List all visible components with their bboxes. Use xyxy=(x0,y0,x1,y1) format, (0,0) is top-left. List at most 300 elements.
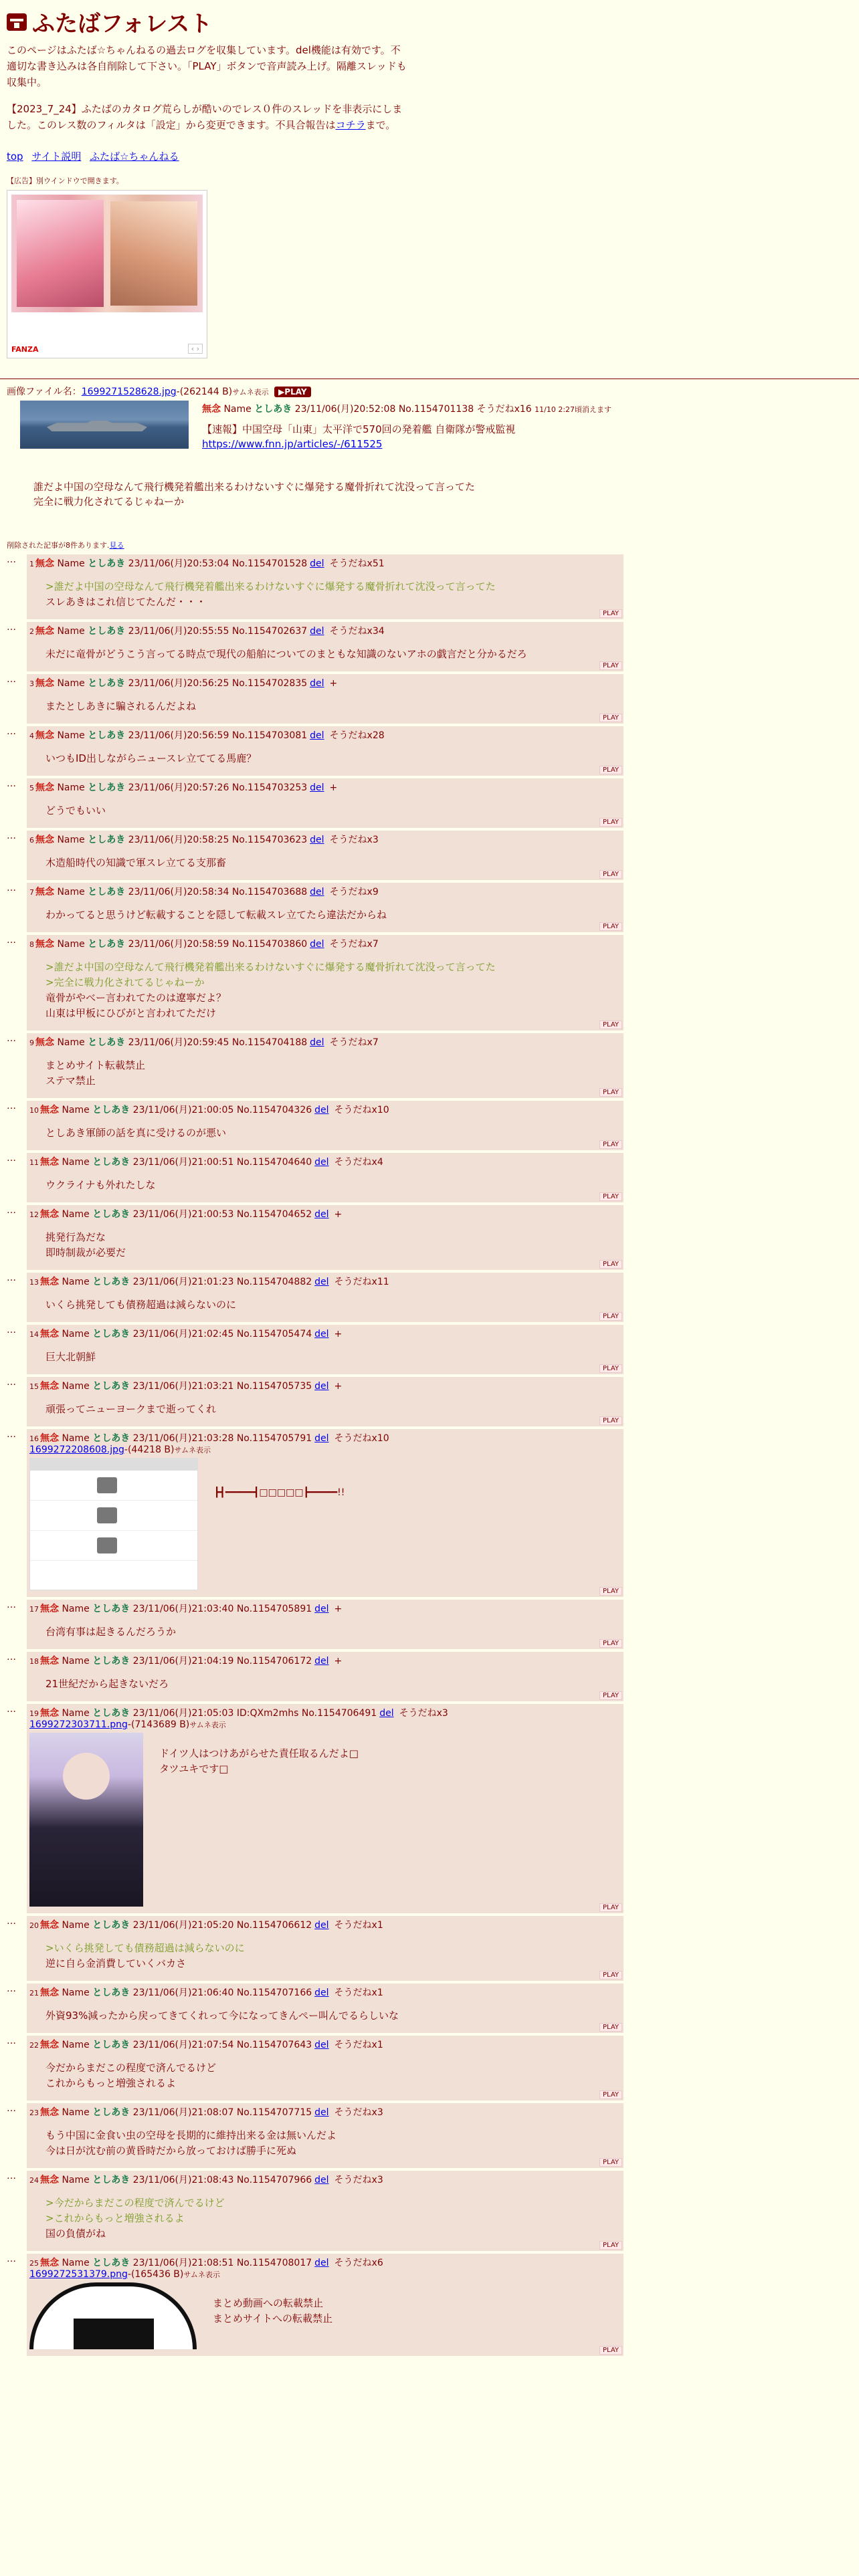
reply-number: No.1154705891 xyxy=(236,1604,312,1614)
soudane-button[interactable]: そうだねx6 xyxy=(334,2258,383,2268)
reply-text xyxy=(45,1058,619,1089)
reply-text xyxy=(45,1624,619,1640)
reply-body xyxy=(27,1377,624,1426)
reply-datetime: 23/11/06(月)20:55:55 xyxy=(128,626,229,637)
op-soudane[interactable]: そうだねx16 xyxy=(476,404,532,415)
del-button[interactable]: del xyxy=(314,1329,329,1339)
reply-play-button[interactable]: PLAY xyxy=(599,2241,622,2250)
reply-subject: 無念 xyxy=(40,1209,59,1220)
reply-row xyxy=(0,726,859,776)
soudane-button[interactable]: そうだねx3 xyxy=(334,2175,383,2185)
reply-number: No.1154704652 xyxy=(236,1209,312,1220)
reply-number: No.1154704882 xyxy=(236,1277,312,1287)
reply-dots: … xyxy=(7,1704,16,1715)
soudane-button[interactable]: そうだねx7 xyxy=(329,939,379,950)
reply-play-button[interactable]: PLAY xyxy=(599,1192,622,1201)
soudane-button[interactable]: そうだねx3 xyxy=(334,2107,383,2118)
reply-dots: … xyxy=(7,935,16,946)
reply-name: としあき xyxy=(88,626,126,637)
reply-number: No.1154707643 xyxy=(236,2040,312,2050)
reply-name-label: Name xyxy=(62,1433,90,1444)
soudane-button[interactable]: そうだねx1 xyxy=(334,1920,383,1931)
reply-datetime: 23/11/06(月)21:02:45 xyxy=(132,1329,234,1339)
soudane-button[interactable]: そうだねx3 xyxy=(329,835,379,845)
reply-text xyxy=(45,647,619,662)
del-button[interactable]: del xyxy=(314,1656,329,1667)
reply-text xyxy=(45,2008,619,2024)
reply-header xyxy=(29,885,619,898)
del-button[interactable]: del xyxy=(314,1157,329,1168)
op-url[interactable]: https://www.fnn.jp/articles/-/611525 xyxy=(202,438,383,450)
reply-dots: … xyxy=(7,674,16,685)
reply-line: ウクライナも外れたしな xyxy=(45,1179,156,1191)
reply-datetime: 23/11/06(月)20:56:25 xyxy=(128,678,229,689)
del-button[interactable]: del xyxy=(310,887,324,897)
reply-number: No.1154707966 xyxy=(236,2175,312,2185)
reply-row xyxy=(0,1325,859,1374)
soudane-button[interactable]: そうだねx28 xyxy=(329,730,385,741)
del-button[interactable]: del xyxy=(310,782,324,793)
reply-line: 即時制裁が必要だ xyxy=(45,1247,126,1259)
reply-number: No.1154708017 xyxy=(236,2258,312,2268)
reply-line: 未だに竜骨がどうこう言ってる時点で現代の船舶についてのまともな知識のないアホの戯言だと分かるだろ xyxy=(45,648,527,660)
reply-name: としあき xyxy=(88,678,126,689)
reply-subject: 無念 xyxy=(40,1329,59,1339)
reply-row xyxy=(0,883,859,932)
op-thumbnail-image[interactable] xyxy=(20,401,189,449)
soudane-button[interactable]: + xyxy=(334,1329,343,1339)
reply-row xyxy=(0,1429,859,1597)
op-line-1: 【速報】中国空母「山東」太平洋で570回の発着艦 自衛隊が警戒監視 xyxy=(202,423,516,435)
reply-subject: 無念 xyxy=(40,2040,59,2050)
reply-line: 逆に自ら金消費していくバカさ xyxy=(45,1957,187,1969)
reply-line: もう中国に金食い虫の空母を長期的に維持出来る金は無いんだよ xyxy=(45,2129,337,2141)
reply-datetime: 23/11/06(月)21:08:51 xyxy=(132,2258,234,2268)
reply-play-button[interactable]: PLAY xyxy=(599,1416,622,1425)
reply-image-text xyxy=(214,1471,345,1498)
reply-subject: 無念 xyxy=(40,1708,59,1719)
del-button[interactable]: del xyxy=(310,626,324,637)
del-button[interactable]: del xyxy=(310,730,324,741)
soudane-button[interactable]: そうだねx3 xyxy=(399,1708,448,1719)
reply-text xyxy=(45,1941,619,1971)
reply-play-button[interactable]: PLAY xyxy=(599,1903,622,1912)
reply-name-label: Name xyxy=(57,887,85,897)
soudane-button[interactable]: そうだねx10 xyxy=(334,1105,389,1115)
reply-play-button[interactable]: PLAY xyxy=(599,2158,622,2167)
reply-subject: 無念 xyxy=(40,1277,59,1287)
reply-text xyxy=(45,960,619,1021)
reply-text xyxy=(45,907,619,923)
reply-line: いつもID出しながらニュースレ立ててる馬鹿？ xyxy=(45,752,257,764)
reply-header xyxy=(29,1275,619,1288)
reply-datetime: 23/11/06(月)20:59:45 xyxy=(128,1037,229,1048)
soudane-button[interactable]: そうだねx4 xyxy=(334,1157,383,1168)
reply-name: としあき xyxy=(88,1037,126,1048)
reply-body xyxy=(27,831,624,880)
reply-datetime: 23/11/06(月)21:05:03 xyxy=(132,1708,234,1719)
reply-dots: … xyxy=(7,1325,16,1335)
reply-header xyxy=(29,676,619,689)
reply-index: 17 xyxy=(29,1605,39,1614)
reply-play-button[interactable]: PLAY xyxy=(599,1312,622,1321)
intro xyxy=(0,38,415,148)
reply-text xyxy=(45,2128,619,2159)
reply-list xyxy=(0,554,859,2356)
reply-image-row xyxy=(29,2282,619,2349)
reply-play-button[interactable]: PLAY xyxy=(599,870,622,879)
reply-index: 3 xyxy=(29,679,34,688)
reply-index: 10 xyxy=(29,1106,39,1115)
reply-body xyxy=(27,622,624,671)
reply-file-link[interactable]: 1699272208608.jpg xyxy=(29,1444,124,1455)
reply-name-label: Name xyxy=(62,1604,90,1614)
reply-name: としあき xyxy=(92,2040,130,2050)
thumb-header-bar xyxy=(30,1459,197,1471)
reply-index: 11 xyxy=(29,1158,39,1167)
reply-play-button[interactable]: PLAY xyxy=(599,1140,622,1149)
reply-row xyxy=(0,2103,859,2168)
del-button[interactable]: del xyxy=(314,2040,329,2050)
reply-play-button[interactable]: PLAY xyxy=(599,2346,622,2355)
reply-line: >誰だよ中国の空母なんて飛行機発着艦出来るわけないすぐに爆発する魔骨折れて沈没って言ってた xyxy=(45,961,496,973)
reply-dots: … xyxy=(7,2036,16,2046)
reply-image-text xyxy=(213,2296,332,2327)
intro-text-2 xyxy=(7,101,408,133)
reply-header xyxy=(29,2173,619,2186)
reply-number: No.1154703081 xyxy=(231,730,308,741)
reply-line: ドイツ人はつけあがらせた責任取るんだよ□ xyxy=(159,1747,359,1759)
intro-text-1: このページはふたば☆ちゃんねるの過去ログを収集しています。del機能は有効です。不適切な書き込みは各自削除して下さい。「PLAY」ボタンで音声読み上げ。隔離スレッドも収集中。 xyxy=(7,44,407,88)
reply-header xyxy=(29,1207,619,1220)
reply-dots: … xyxy=(7,1101,16,1111)
ad-banner[interactable] xyxy=(7,190,207,358)
reply-play-button[interactable]: PLAY xyxy=(599,818,622,827)
reply-name: としあき xyxy=(88,939,126,950)
reply-number: No.1154705474 xyxy=(236,1329,312,1339)
reply-header xyxy=(29,1103,619,1116)
reply-index: 20 xyxy=(29,1921,39,1930)
reply-name: としあき xyxy=(92,1708,130,1719)
reply-line: >完全に戦力化されてるじゃねーか xyxy=(45,976,205,988)
reply-line: まとめサイトへの転載禁止 xyxy=(213,2313,332,2325)
reply-thumb-label: サムネ表示 xyxy=(174,1446,211,1455)
op-thumb-label: サムネ表示 xyxy=(232,388,269,397)
reply-dots: … xyxy=(7,1205,16,1216)
reply-name: としあき xyxy=(88,730,126,741)
reply-name-label: Name xyxy=(62,2040,90,2050)
reply-index: 21 xyxy=(29,1989,39,1998)
reply-header xyxy=(29,833,619,846)
soudane-button[interactable]: そうだねx10 xyxy=(334,1433,389,1444)
deleted-show-link[interactable]: 見る xyxy=(109,541,124,550)
reply-play-button[interactable]: PLAY xyxy=(599,766,622,774)
thumb-row xyxy=(30,1531,197,1561)
reply-body xyxy=(27,778,624,828)
del-button[interactable]: del xyxy=(314,2258,329,2268)
reply-index: 8 xyxy=(29,940,34,949)
reply-datetime: 23/11/06(月)21:06:40 xyxy=(132,1988,234,1998)
del-button[interactable]: del xyxy=(314,1277,329,1287)
reply-row xyxy=(0,1153,859,1202)
del-button[interactable]: del xyxy=(310,939,324,950)
reply-number: No.1154705735 xyxy=(236,1381,312,1392)
nav-link-top[interactable]: top xyxy=(7,150,23,163)
reply-dots: … xyxy=(7,831,16,841)
reply-body xyxy=(27,1101,624,1150)
ad-image[interactable] xyxy=(11,195,203,312)
op-datetime: 23/11/06(月)20:52:08 xyxy=(294,404,396,415)
soudane-button[interactable]: そうだねx34 xyxy=(329,626,385,637)
soudane-button[interactable]: + xyxy=(334,1381,343,1392)
reply-dots: … xyxy=(7,1652,16,1662)
reply-line: これからもっと増強されるよ xyxy=(45,2077,177,2089)
reply-name-label: Name xyxy=(62,2107,90,2118)
reply-dots: … xyxy=(7,1377,16,1388)
reply-row xyxy=(0,554,859,619)
reply-text xyxy=(45,1402,619,1417)
reply-header xyxy=(29,624,619,637)
op-file-meta: -(262144 B) xyxy=(176,387,233,397)
reply-file-line xyxy=(29,1444,619,1455)
ad-brand-logo: FANZA xyxy=(11,345,39,354)
reply-datetime: 23/11/06(月)21:03:21 xyxy=(132,1381,234,1392)
reply-subject: 無念 xyxy=(35,558,54,569)
reply-play-button[interactable]: PLAY xyxy=(599,2023,622,2032)
soudane-button[interactable]: そうだねx1 xyxy=(334,2040,383,2050)
reply-number: No.1154704188 xyxy=(231,1037,308,1048)
soudane-button[interactable]: + xyxy=(334,1209,343,1220)
reply-number: No.1154707715 xyxy=(236,2107,312,2118)
reply-play-button[interactable]: PLAY xyxy=(599,609,622,618)
reply-file-link[interactable]: 1699272303711.png xyxy=(29,1719,128,1730)
reply-body xyxy=(27,2171,624,2251)
reply-text xyxy=(45,855,619,871)
reply-header xyxy=(29,1035,619,1049)
reply-side-text: ┣┫━━━━━┫□□□□□┣━━━━━!! xyxy=(214,1487,345,1498)
reply-line: >いくら挑発しても債務超過は減らないのに xyxy=(45,1942,245,1954)
del-button[interactable]: del xyxy=(314,1105,329,1115)
reply-text xyxy=(45,751,619,766)
reply-text xyxy=(45,2060,619,2091)
reply-name: としあき xyxy=(88,558,126,569)
reply-datetime: 23/11/06(月)21:00:51 xyxy=(132,1157,234,1168)
reply-file-line xyxy=(29,1719,619,1730)
reply-row xyxy=(0,1205,859,1270)
reply-play-button[interactable]: PLAY xyxy=(599,2090,622,2099)
intro-text-2-suffix: まで。 xyxy=(365,119,396,131)
reply-name: としあき xyxy=(92,2175,130,2185)
del-button[interactable]: del xyxy=(314,1209,329,1220)
reply-name-label: Name xyxy=(62,1656,90,1667)
reply-body xyxy=(27,1153,624,1202)
reply-line: またとしあきに騙されるんだよね xyxy=(45,700,197,712)
reply-header xyxy=(29,1327,619,1340)
reply-text xyxy=(45,2195,619,2242)
reply-number: No.1154705791 xyxy=(236,1433,312,1444)
reply-thumbnail-image[interactable] xyxy=(29,1458,198,1590)
site-logo-icon[interactable] xyxy=(7,13,27,31)
soudane-button[interactable]: そうだねx51 xyxy=(329,558,385,569)
reply-subject: 無念 xyxy=(40,1920,59,1931)
reply-name-label: Name xyxy=(57,626,85,637)
reply-name: としあき xyxy=(88,887,126,897)
reply-body xyxy=(27,2036,624,2101)
op-name-label: Name xyxy=(223,404,252,415)
deleted-info xyxy=(0,532,859,554)
reply-index: 19 xyxy=(29,1709,39,1718)
soudane-button[interactable]: そうだねx9 xyxy=(329,887,379,897)
reply-datetime: 23/11/06(月)20:57:26 xyxy=(128,782,229,793)
reply-name: としあき xyxy=(92,1209,130,1220)
reply-play-button[interactable]: PLAY xyxy=(599,1021,622,1029)
reply-play-button[interactable]: PLAY xyxy=(599,1971,622,1979)
reply-name-label: Name xyxy=(62,1277,90,1287)
thumb-row xyxy=(30,1501,197,1531)
reply-body xyxy=(27,2103,624,2168)
reply-datetime: 23/11/06(月)21:01:23 xyxy=(132,1277,234,1287)
reply-thumbnail-image[interactable] xyxy=(29,2282,197,2349)
reply-header xyxy=(29,1602,619,1615)
ad-carousel-controls[interactable]: ‹ › xyxy=(188,344,203,354)
del-button[interactable]: del xyxy=(314,1433,329,1444)
reply-line: 国の負債がね xyxy=(45,2228,106,2240)
reply-dots: … xyxy=(7,2103,16,2114)
reply-line: 頑張ってニューヨークまで逝ってくれ xyxy=(45,1403,217,1415)
reply-name-label: Name xyxy=(57,558,85,569)
op-file-link[interactable]: 1699271528628.jpg xyxy=(81,387,177,397)
reply-name-label: Name xyxy=(57,782,85,793)
del-button[interactable]: del xyxy=(314,2107,329,2118)
reply-index: 18 xyxy=(29,1657,39,1666)
reply-text xyxy=(45,1297,619,1313)
reply-body xyxy=(27,1600,624,1649)
reply-index: 25 xyxy=(29,2259,39,2268)
reply-datetime: 23/11/06(月)20:58:34 xyxy=(128,887,229,897)
del-button[interactable]: del xyxy=(314,1920,329,1931)
reply-thumbnail-image[interactable] xyxy=(29,1733,143,1907)
reply-subject: 無念 xyxy=(40,1105,59,1115)
reply-dots: … xyxy=(7,1033,16,1044)
soudane-button[interactable]: そうだねx11 xyxy=(334,1277,389,1287)
reply-header xyxy=(29,937,619,950)
reply-line: いくら挑発しても債務超過は減らないのに xyxy=(45,1299,237,1311)
reply-play-button[interactable]: PLAY xyxy=(599,661,622,670)
reply-play-button[interactable]: PLAY xyxy=(599,1088,622,1097)
soudane-button[interactable]: + xyxy=(329,782,338,793)
reply-dots: … xyxy=(7,2254,16,2264)
reply-dots: … xyxy=(7,726,16,737)
reply-name-label: Name xyxy=(57,939,85,950)
reply-dots: … xyxy=(7,883,16,893)
reply-subject: 無念 xyxy=(40,1988,59,1998)
reply-header xyxy=(29,2038,619,2051)
nav-link-about[interactable]: サイト説明 xyxy=(31,150,82,163)
soudane-button[interactable]: + xyxy=(329,678,338,689)
reply-datetime: 23/11/06(月)21:00:53 xyxy=(132,1209,234,1220)
reply-index: 2 xyxy=(29,627,34,636)
reply-line: 21世紀だから起きないだろ xyxy=(45,1678,169,1690)
report-link[interactable]: コチラ xyxy=(335,119,366,131)
reply-row xyxy=(0,1033,859,1098)
soudane-button[interactable]: そうだねx7 xyxy=(329,1037,379,1048)
reply-body xyxy=(27,1205,624,1270)
deleted-info-text: 削除された記事が8件あります. xyxy=(7,541,110,550)
intro-text-2-prefix: 【2023_7_24】ふたばのカタログ荒らしが酷いのでレス０件のスレッドを非表示にしました。このレス数のフィルタは「設定」から変更できます。不具合報告は xyxy=(7,103,403,131)
reply-subject: 無念 xyxy=(35,835,54,845)
op-number: No.1154701138 xyxy=(398,404,474,415)
op-play-button[interactable]: ▶PLAY xyxy=(274,387,311,397)
reply-row xyxy=(0,1704,859,1913)
reply-text xyxy=(45,579,619,610)
reply-name: としあき xyxy=(92,2258,130,2268)
reply-line: >今だからまだこの程度で済んでるけど xyxy=(45,2197,225,2209)
op-body-2 xyxy=(33,479,852,509)
ad-area xyxy=(7,175,859,358)
soudane-button[interactable]: + xyxy=(334,1604,343,1614)
reply-number: No.1154704640 xyxy=(236,1157,312,1168)
reply-index: 15 xyxy=(29,1382,39,1391)
reply-row xyxy=(0,831,859,880)
reply-play-button[interactable]: PLAY xyxy=(599,1364,622,1373)
del-button[interactable]: del xyxy=(310,1037,324,1048)
del-button[interactable]: del xyxy=(314,1381,329,1392)
reply-play-button[interactable]: PLAY xyxy=(599,1587,622,1596)
soudane-button[interactable]: そうだねx1 xyxy=(334,1988,383,1998)
reply-index: 7 xyxy=(29,888,34,897)
reply-play-button[interactable]: PLAY xyxy=(599,1260,622,1269)
del-button[interactable]: del xyxy=(379,1708,394,1719)
reply-number: No.1154702835 xyxy=(231,678,308,689)
op-subject: 無念 xyxy=(202,404,221,415)
reply-play-button[interactable]: PLAY xyxy=(599,714,622,722)
reply-line: 今は日が沈む前の黄昏時だから放っておけば勝手に死ぬ xyxy=(45,2145,297,2157)
reply-index: 9 xyxy=(29,1039,34,1047)
reply-header xyxy=(29,728,619,742)
reply-header xyxy=(29,1379,619,1392)
del-button[interactable]: del xyxy=(310,835,324,845)
del-button[interactable]: del xyxy=(314,1604,329,1614)
nav-link-futaba[interactable]: ふたば☆ちゃんねる xyxy=(90,150,179,163)
reply-row xyxy=(0,1983,859,2033)
op-line-3: 完全に戦力化されてるじゃねーか xyxy=(33,496,185,508)
del-button[interactable]: del xyxy=(314,1988,329,1998)
reply-file-link[interactable]: 1699272531379.png xyxy=(29,2269,128,2280)
reply-name-label: Name xyxy=(62,1708,90,1719)
reply-dots: … xyxy=(7,1983,16,1994)
reply-subject: 無念 xyxy=(35,939,54,950)
reply-line: わかってると思うけど転載することを隠して転載スレ立てたら違法だからね xyxy=(45,909,387,921)
reply-play-button[interactable]: PLAY xyxy=(599,922,622,931)
soudane-button[interactable]: + xyxy=(334,1656,343,1667)
reply-name-label: Name xyxy=(57,1037,85,1048)
del-button[interactable]: del xyxy=(310,558,324,569)
reply-play-button[interactable]: PLAY xyxy=(599,1691,622,1700)
reply-header xyxy=(29,1155,619,1168)
reply-play-button[interactable]: PLAY xyxy=(599,1639,622,1648)
reply-file-meta: -(165436 B) xyxy=(127,2269,184,2280)
reply-line: としあき軍師の話を真に受けるのが悪い xyxy=(45,1127,227,1139)
reply-header xyxy=(29,1706,619,1719)
reply-name-label: Name xyxy=(62,2258,90,2268)
reply-name: としあき xyxy=(92,1105,130,1115)
op-header xyxy=(202,402,852,415)
reply-file-line xyxy=(29,2269,619,2280)
reply-row xyxy=(0,935,859,1031)
del-button[interactable]: del xyxy=(314,2175,329,2185)
del-button[interactable]: del xyxy=(310,678,324,689)
op-file-line xyxy=(7,385,852,398)
